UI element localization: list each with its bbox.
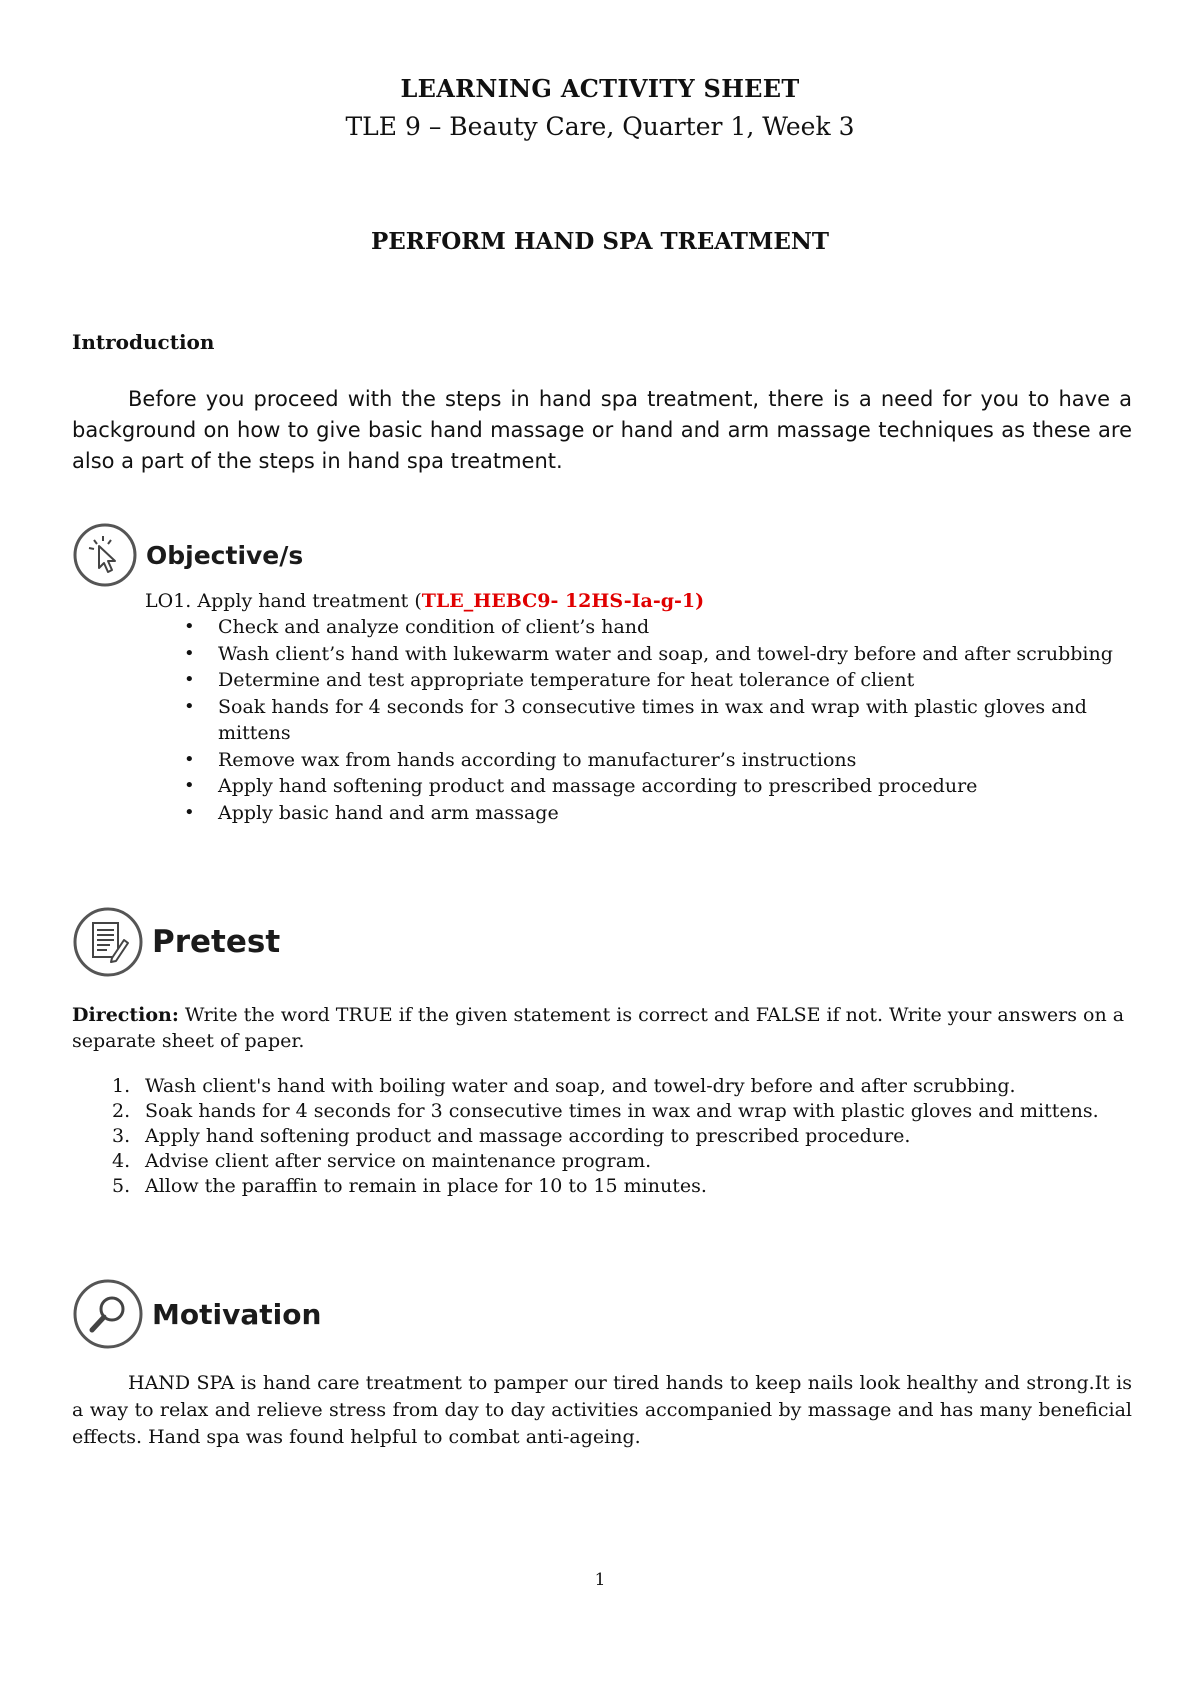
item-text: Apply hand softening product and massage according to prescribed procedure.	[145, 1125, 911, 1147]
item-number: 5.	[112, 1175, 131, 1197]
direction-text: Write the word TRUE if the given statement is correct and FALSE if not. Write your answers on a separate sheet of paper.	[72, 1004, 1125, 1052]
list-item: • Apply hand softening product and massage according to prescribed procedure	[190, 773, 1130, 800]
document-pencil-icon	[72, 906, 144, 978]
list-item	[108, 1074, 1138, 1099]
motivation-header	[72, 1278, 321, 1350]
motivation-heading: Motivation	[152, 1297, 322, 1331]
list-item	[108, 1174, 1138, 1199]
pretest-header	[72, 906, 280, 978]
list-item: • Wash client’s hand with lukewarm water and soap, and towel-dry before and after scrubbing	[190, 641, 1130, 668]
cursor-click-icon	[72, 522, 138, 588]
objectives-heading: Objective/s	[146, 540, 304, 570]
item-text: Allow the paraffin to remain in place for 10 to 15 minutes.	[145, 1175, 707, 1197]
list-item	[108, 1099, 1138, 1124]
introduction-heading: Introduction	[72, 330, 215, 354]
list-item: • Determine and test appropriate temperature for heat tolerance of client	[190, 667, 1130, 694]
list-item	[108, 1124, 1138, 1149]
list-item	[108, 1149, 1138, 1174]
list-item: • Soak hands for 4 seconds for 3 consecutive times in wax and wrap with plastic gloves and mittens	[190, 694, 1130, 747]
list-item: • Remove wax from hands according to manufacturer’s instructions	[190, 747, 1130, 774]
pretest-list	[108, 1074, 1138, 1199]
magnifier-icon	[72, 1278, 144, 1350]
direction-label: Direction:	[72, 1004, 179, 1026]
item-number: 2.	[112, 1100, 131, 1122]
pretest-direction	[72, 1002, 1132, 1054]
motivation-paragraph: HAND SPA is hand care treatment to pamper our tired hands to keep nails look healthy and strong.It is a way to relax and relieve stress from day to day activities accompanied by massage and has many beneficial effects. Hand spa was found helpful to combat anti-ageing.	[72, 1372, 1132, 1448]
introduction-paragraph: Before you proceed with the steps in hand spa treatment, there is a need for you to have a background on how to give basic hand massage or hand and arm massage techniques as these are also a part of the steps in hand spa treatment.	[72, 387, 1132, 473]
item-text: Wash client's hand with boiling water and soap, and towel-dry before and after scrubbing.	[145, 1075, 1016, 1097]
list-item: • Check and analyze condition of client’s hand	[190, 614, 1130, 641]
lo-code: TLE_HEBC9- 12HS-Ia-g-1)	[421, 590, 705, 612]
learning-objective	[145, 590, 704, 612]
item-number: 4.	[112, 1150, 131, 1172]
sheet-subtitle: TLE 9 – Beauty Care, Quarter 1, Week 3	[345, 112, 855, 141]
list-item: • Apply basic hand and arm massage	[190, 800, 1130, 827]
item-number: 3.	[112, 1125, 131, 1147]
item-text: Soak hands for 4 seconds for 3 consecutive times in wax and wrap with plastic gloves and mittens.	[145, 1100, 1099, 1122]
pretest-heading: Pretest	[152, 924, 281, 960]
objectives-list	[190, 614, 1130, 826]
item-number: 1.	[112, 1075, 131, 1097]
item-text: Advise client after service on maintenance program.	[145, 1150, 652, 1172]
page-number: 1	[594, 1570, 606, 1590]
lo-prefix: LO1. Apply hand treatment (	[145, 590, 422, 612]
lesson-title: PERFORM HAND SPA TREATMENT	[370, 228, 830, 255]
sheet-title: LEARNING ACTIVITY SHEET	[400, 74, 800, 103]
objectives-header	[72, 522, 303, 588]
